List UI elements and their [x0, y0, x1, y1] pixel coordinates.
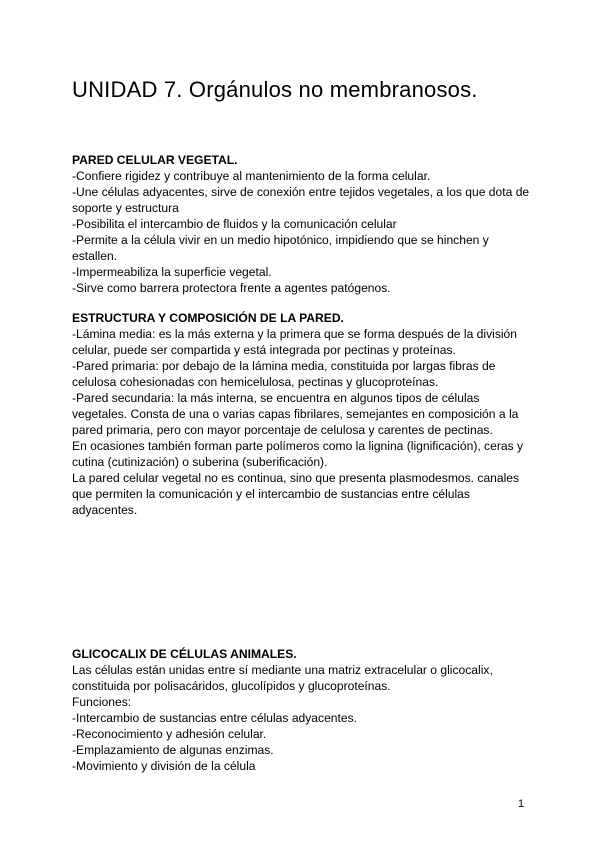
section-heading: ESTRUCTURA Y COMPOSICIÓN DE LA PARED. — [72, 311, 344, 325]
paragraph: -Intercambio de sustancias entre células adyacentes. — [72, 711, 358, 725]
section-heading: PARED CELULAR VEGETAL. — [72, 153, 238, 167]
document-title: UNIDAD 7. Orgánulos no membranosos. — [72, 77, 478, 102]
paragraph: -Movimiento y división de la célula — [72, 759, 256, 773]
paragraph: Las células están unidas entre sí mediante una matriz extracelular o glicocalix, constituida por polisacáridos, glucolípidos y glucoproteínas. — [72, 663, 493, 693]
paragraph: -Confiere rigidez y contribuye al mantenimiento de la forma celular. — [72, 169, 431, 183]
section-heading: GLICOCALIX DE CÉLULAS ANIMALES. — [72, 647, 297, 661]
paragraph: -Pared primaria: por debajo de la lámina media, constituida por largas fibras de celulosa cohesionadas con hemicelulosa, pectinas y glucoproteínas. — [72, 359, 496, 389]
paragraph: -Pared secundaria: la más interna, se encuentra en algunos tipos de células vegetales. Consta de una o varias capas fibrilares, semejantes en composición a la pared primaria, pero con mayor porcentaje de celulosa y carentes de pectinas. — [72, 391, 519, 437]
paragraph: La pared celular vegetal no es continua, sino que presenta plasmodesmos. canales que permiten la comunicación y el intercambio de sustancias entre células adyacentes. — [72, 471, 520, 517]
section-estructura-pared — [72, 310, 532, 518]
page-number: 1 — [518, 798, 525, 810]
paragraph: -Posibilita el intercambio de fluidos y la comunicación celular — [72, 217, 397, 231]
section-pared-celular — [72, 152, 532, 296]
paragraph: En ocasiones también forman parte polímeros como la lignina (lignificación), ceras y cutina (cutinización) o suberina (suberificación). — [72, 439, 524, 469]
paragraph: -Lámina media: es la más externa y la primera que se forma después de la división celular, puede ser compartida y está integrada por pectinas y proteínas. — [72, 327, 518, 357]
section-glicocalix — [72, 646, 532, 774]
paragraph: -Reconocimiento y adhesión celular. — [72, 727, 267, 741]
paragraph: -Sirve como barrera protectora frente a agentes patógenos. — [72, 281, 391, 295]
paragraph: -Permite a la célula vivir en un medio hipotónico, impidiendo que se hinchen y estallen. — [72, 233, 489, 263]
paragraph: -Impermeabiliza la superficie vegetal. — [72, 265, 272, 279]
paragraph: -Emplazamiento de algunas enzimas. — [72, 743, 274, 757]
paragraph: -Une células adyacentes, sirve de conexión entre tejidos vegetales, a los que dota de soporte y estructura — [72, 185, 530, 215]
paragraph: Funciones: — [72, 695, 132, 709]
